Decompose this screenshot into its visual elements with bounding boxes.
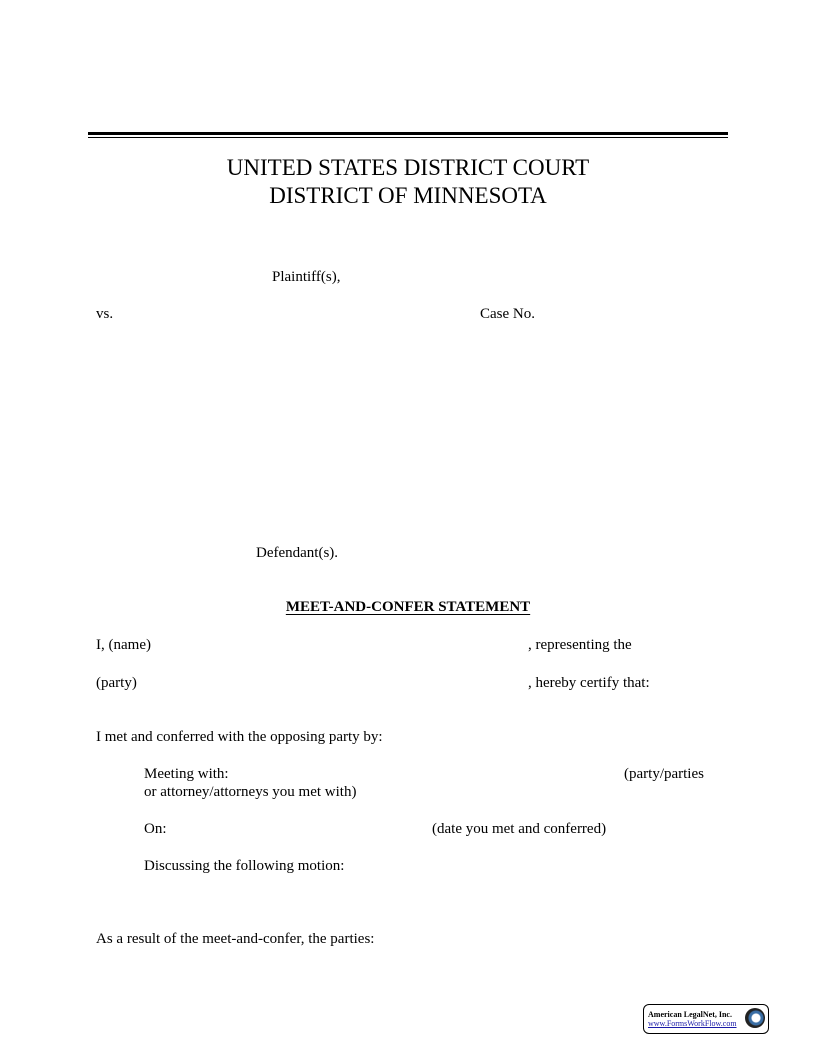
- discussing-label: Discussing the following motion:: [144, 858, 345, 874]
- header-rule-thick: [88, 132, 728, 135]
- vs-label: vs.: [96, 306, 114, 322]
- certify-text: , hereby certify that:: [528, 675, 650, 691]
- legalnet-logo[interactable]: [643, 1004, 769, 1034]
- court-name: UNITED STATES DISTRICT COURT: [226, 155, 590, 180]
- defendant-label: Defendant(s).: [256, 545, 339, 561]
- party-label: (party): [96, 675, 137, 691]
- globe-icon: [745, 1008, 765, 1028]
- party-parties-hint: (party/parties: [624, 766, 704, 782]
- header-rule-thin: [88, 137, 728, 138]
- attorney-hint: or attorney/attorneys you met with): [144, 784, 357, 800]
- plaintiff-label: Plaintiff(s),: [272, 269, 341, 285]
- result-label: As a result of the meet-and-confer, the parties:: [96, 931, 375, 947]
- representing-text: , representing the: [528, 637, 632, 653]
- document-title: MEET-AND-CONFER STATEMENT: [285, 599, 531, 615]
- logo-url-link[interactable]: www.FormsWorkFlow.com: [648, 1019, 737, 1028]
- met-intro: I met and conferred with the opposing party by:: [96, 729, 383, 745]
- meeting-with-label: Meeting with:: [144, 766, 229, 782]
- name-label: I, (name): [96, 637, 151, 653]
- logo-company: American LegalNet, Inc.: [648, 1010, 732, 1019]
- on-label: On:: [144, 821, 167, 837]
- case-no-label: Case No.: [480, 306, 535, 322]
- date-hint: (date you met and conferred): [432, 821, 607, 837]
- district-name: DISTRICT OF MINNESOTA: [269, 183, 547, 208]
